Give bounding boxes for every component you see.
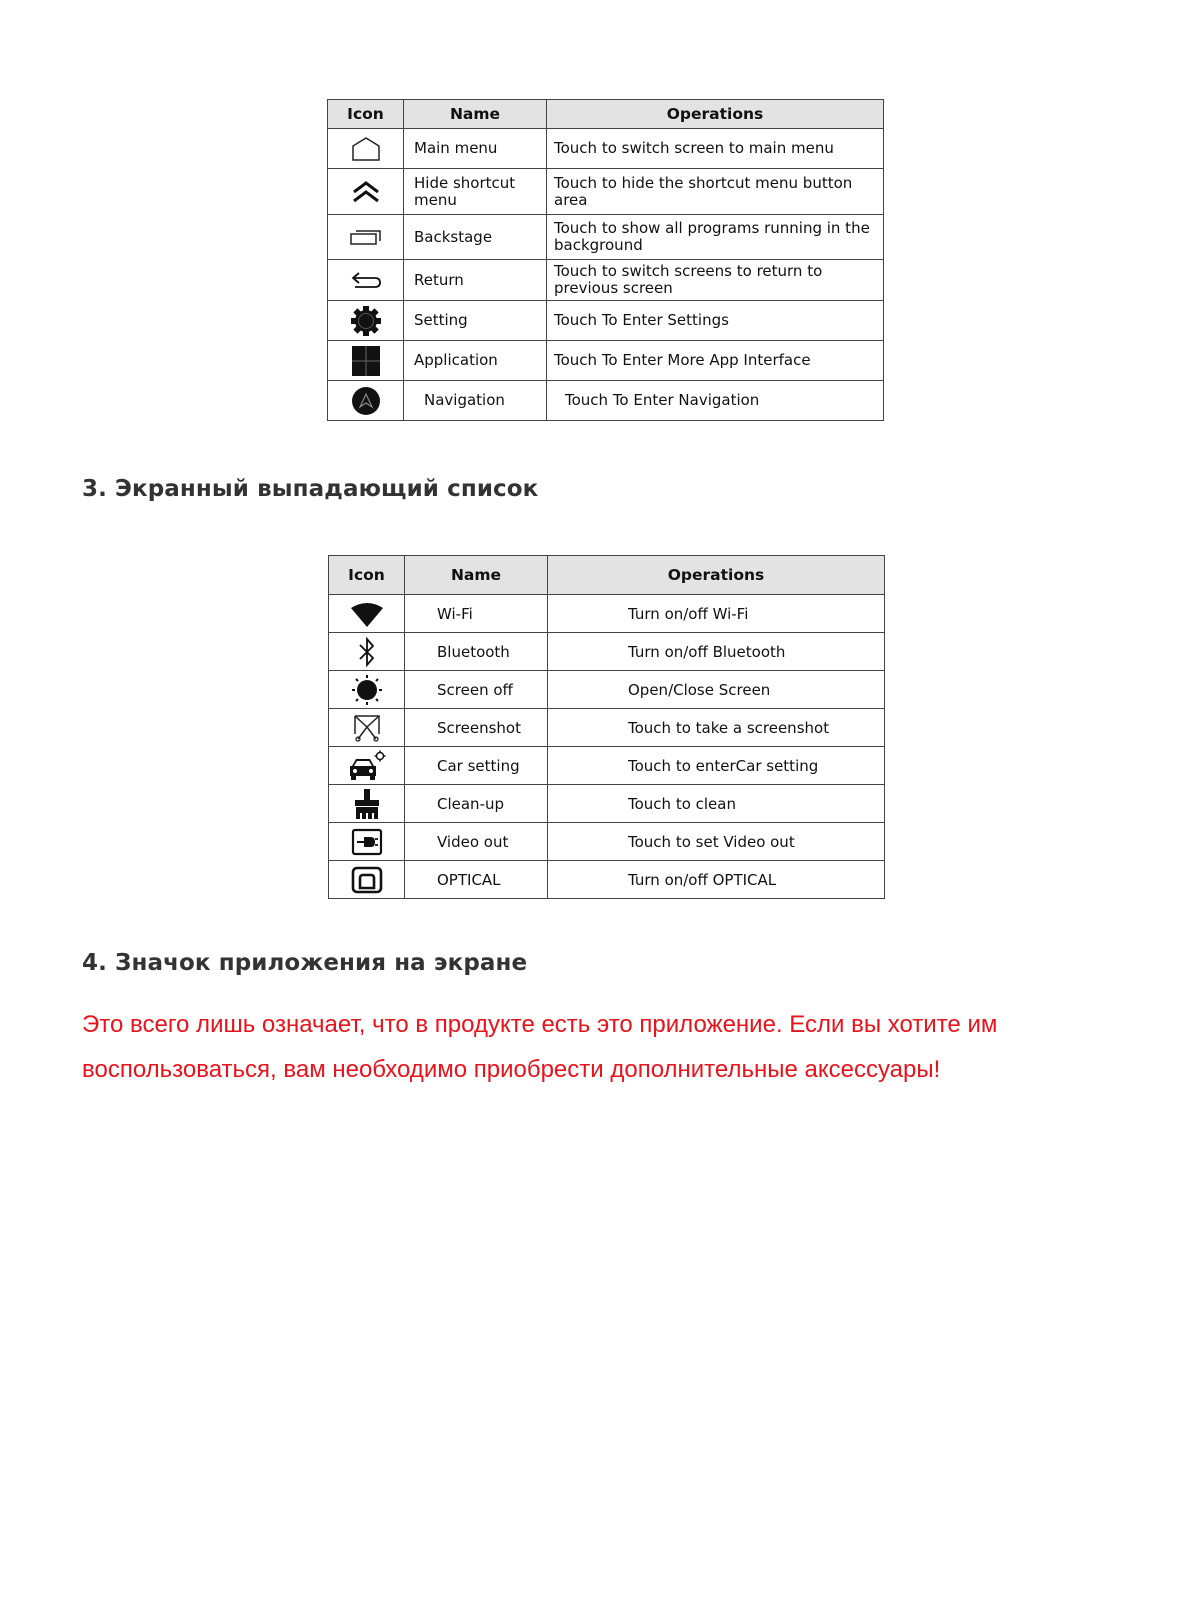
row-name: Application — [404, 341, 547, 381]
row-name: Main menu — [404, 129, 547, 169]
row-operation: Touch to show all programs running in the background — [547, 215, 884, 260]
table-row — [329, 861, 885, 899]
row-name: Car setting — [405, 747, 548, 785]
video-out-icon — [329, 823, 405, 861]
double-chevron-up-icon — [328, 169, 404, 215]
header-name: Name — [405, 556, 548, 595]
app-grid-icon — [328, 341, 404, 381]
wifi-icon — [329, 595, 405, 633]
row-name: Return — [404, 260, 547, 301]
row-name: OPTICAL — [405, 861, 548, 899]
table-row — [328, 169, 884, 215]
header-operations: Operations — [548, 556, 885, 595]
row-name: Video out — [405, 823, 548, 861]
return-arrow-icon — [328, 260, 404, 301]
dropdown-icons-table — [328, 555, 885, 899]
gear-icon — [328, 301, 404, 341]
table-row — [328, 341, 884, 381]
screenshot-icon — [329, 709, 405, 747]
row-operation: Open/Close Screen — [548, 671, 885, 709]
navigation-icon — [328, 381, 404, 421]
row-operation: Touch to take a screenshot — [548, 709, 885, 747]
table-row — [329, 785, 885, 823]
table-row — [329, 595, 885, 633]
table-row — [329, 671, 885, 709]
header-operations: Operations — [547, 100, 884, 129]
row-name: Hide shortcut menu — [404, 169, 547, 215]
row-operation: Touch to switch screens to return to previous screen — [547, 260, 884, 301]
table-row — [328, 260, 884, 301]
section-heading-dropdown: 3. Экранный выпадающий список — [82, 476, 539, 502]
row-name: Setting — [404, 301, 547, 341]
table-row — [329, 747, 885, 785]
row-operation: Turn on/off Bluetooth — [548, 633, 885, 671]
table-row — [329, 633, 885, 671]
header-icon: Icon — [328, 100, 404, 129]
row-operation: Touch to set Video out — [548, 823, 885, 861]
row-operation: Touch To Enter Navigation — [547, 381, 884, 421]
optical-icon — [329, 861, 405, 899]
table-row — [328, 381, 884, 421]
header-icon: Icon — [329, 556, 405, 595]
header-name: Name — [404, 100, 547, 129]
row-operation: Turn on/off OPTICAL — [548, 861, 885, 899]
table-row — [329, 709, 885, 747]
accessory-note: Это всего лишь означает, что в продукте есть это приложение. Если вы хотите им воспользоваться, вам необходимо приобрести дополнительные аксессуары! — [82, 1011, 998, 1083]
row-name: Backstage — [404, 215, 547, 260]
row-operation: Touch to enterCar setting — [548, 747, 885, 785]
row-operation: Touch to switch screen to main menu — [547, 129, 884, 169]
row-name: Clean-up — [405, 785, 548, 823]
row-name: Navigation — [404, 381, 547, 421]
table-header-row — [328, 100, 884, 129]
shortcut-icons-table — [327, 99, 884, 421]
recent-apps-icon — [328, 215, 404, 260]
row-name: Wi-Fi — [405, 595, 548, 633]
table-row — [328, 215, 884, 260]
sun-icon — [329, 671, 405, 709]
table-row — [328, 129, 884, 169]
row-name: Screenshot — [405, 709, 548, 747]
row-name: Screen off — [405, 671, 548, 709]
brush-icon — [329, 785, 405, 823]
row-operation: Touch to hide the shortcut menu button area — [547, 169, 884, 215]
row-operation: Touch To Enter More App Interface — [547, 341, 884, 381]
bluetooth-icon — [329, 633, 405, 671]
home-outline-icon — [328, 129, 404, 169]
row-operation: Turn on/off Wi-Fi — [548, 595, 885, 633]
section-heading-app-icon: 4. Значок приложения на экране — [82, 950, 528, 976]
car-setting-icon — [329, 747, 405, 785]
row-operation: Touch To Enter Settings — [547, 301, 884, 341]
table-row — [329, 823, 885, 861]
row-operation: Touch to clean — [548, 785, 885, 823]
row-name: Bluetooth — [405, 633, 548, 671]
table-header-row — [329, 556, 885, 595]
table-row — [328, 301, 884, 341]
